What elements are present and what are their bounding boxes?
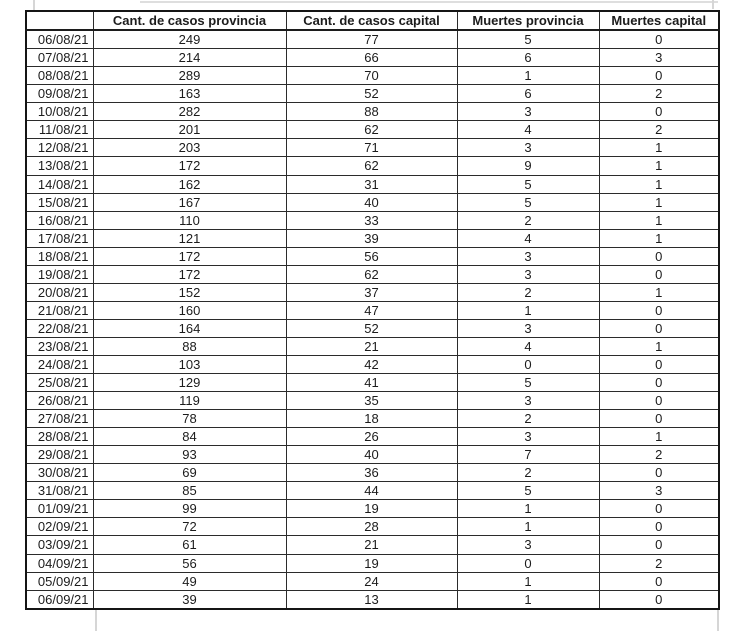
value-cell: 172 <box>93 247 286 265</box>
value-cell: 62 <box>286 157 457 175</box>
value-cell: 70 <box>286 67 457 85</box>
table-row <box>26 572 719 590</box>
value-cell: 40 <box>286 193 457 211</box>
value-cell: 0 <box>599 319 719 337</box>
table-row <box>26 139 719 157</box>
value-cell: 0 <box>599 247 719 265</box>
value-cell: 1 <box>599 229 719 247</box>
table-row <box>26 319 719 337</box>
column-header-casos-provincia: Cant. de casos provincia <box>93 11 286 30</box>
date-cell: 10/08/21 <box>26 103 93 121</box>
value-cell: 3 <box>457 536 599 554</box>
value-cell: 93 <box>93 446 286 464</box>
value-cell: 0 <box>599 30 719 49</box>
value-cell: 39 <box>286 229 457 247</box>
value-cell: 0 <box>599 536 719 554</box>
table-row <box>26 175 719 193</box>
table-row <box>26 67 719 85</box>
date-cell: 08/08/21 <box>26 67 93 85</box>
table-row <box>26 229 719 247</box>
value-cell: 28 <box>286 518 457 536</box>
value-cell: 4 <box>457 121 599 139</box>
value-cell: 0 <box>599 265 719 283</box>
value-cell: 49 <box>93 572 286 590</box>
value-cell: 1 <box>457 500 599 518</box>
value-cell: 5 <box>457 30 599 49</box>
date-cell: 02/09/21 <box>26 518 93 536</box>
value-cell: 163 <box>93 85 286 103</box>
value-cell: 1 <box>599 139 719 157</box>
value-cell: 0 <box>599 355 719 373</box>
value-cell: 2 <box>599 85 719 103</box>
value-cell: 0 <box>599 67 719 85</box>
header-row <box>26 11 719 30</box>
date-cell: 29/08/21 <box>26 446 93 464</box>
table-row <box>26 590 719 609</box>
value-cell: 203 <box>93 139 286 157</box>
value-cell: 1 <box>457 590 599 609</box>
value-cell: 62 <box>286 121 457 139</box>
value-cell: 1 <box>599 428 719 446</box>
value-cell: 201 <box>93 121 286 139</box>
value-cell: 13 <box>286 590 457 609</box>
value-cell: 160 <box>93 301 286 319</box>
table-row <box>26 428 719 446</box>
table-row <box>26 554 719 572</box>
value-cell: 103 <box>93 355 286 373</box>
date-cell: 12/08/21 <box>26 139 93 157</box>
value-cell: 282 <box>93 103 286 121</box>
value-cell: 19 <box>286 554 457 572</box>
table-row <box>26 464 719 482</box>
value-cell: 36 <box>286 464 457 482</box>
value-cell: 1 <box>599 175 719 193</box>
date-cell: 25/08/21 <box>26 374 93 392</box>
gridline-artifact-top-left <box>33 0 35 10</box>
value-cell: 2 <box>457 410 599 428</box>
value-cell: 119 <box>93 392 286 410</box>
value-cell: 21 <box>286 337 457 355</box>
date-cell: 06/08/21 <box>26 30 93 49</box>
date-cell: 13/08/21 <box>26 157 93 175</box>
column-header-muertes-capital: Muertes capital <box>599 11 719 30</box>
value-cell: 0 <box>599 374 719 392</box>
date-cell: 05/09/21 <box>26 572 93 590</box>
table-row <box>26 85 719 103</box>
value-cell: 6 <box>457 49 599 67</box>
value-cell: 88 <box>93 337 286 355</box>
date-cell: 18/08/21 <box>26 247 93 265</box>
value-cell: 172 <box>93 265 286 283</box>
date-cell: 16/08/21 <box>26 211 93 229</box>
value-cell: 24 <box>286 572 457 590</box>
value-cell: 6 <box>457 85 599 103</box>
value-cell: 162 <box>93 175 286 193</box>
value-cell: 7 <box>457 446 599 464</box>
value-cell: 37 <box>286 283 457 301</box>
value-cell: 0 <box>599 301 719 319</box>
table-row <box>26 283 719 301</box>
value-cell: 77 <box>286 30 457 49</box>
table-row <box>26 193 719 211</box>
value-cell: 56 <box>93 554 286 572</box>
value-cell: 21 <box>286 536 457 554</box>
table-row <box>26 392 719 410</box>
table-row <box>26 482 719 500</box>
value-cell: 1 <box>457 301 599 319</box>
value-cell: 3 <box>599 482 719 500</box>
covid-cases-table <box>25 10 720 610</box>
table-row <box>26 157 719 175</box>
value-cell: 0 <box>599 518 719 536</box>
date-cell: 17/08/21 <box>26 229 93 247</box>
value-cell: 5 <box>457 374 599 392</box>
gridline-artifact-bottom-left <box>95 610 97 631</box>
table-row <box>26 301 719 319</box>
table-row <box>26 121 719 139</box>
value-cell: 52 <box>286 85 457 103</box>
value-cell: 33 <box>286 211 457 229</box>
value-cell: 44 <box>286 482 457 500</box>
value-cell: 62 <box>286 265 457 283</box>
date-cell: 11/08/21 <box>26 121 93 139</box>
value-cell: 0 <box>599 590 719 609</box>
column-header-casos-capital: Cant. de casos capital <box>286 11 457 30</box>
value-cell: 3 <box>457 139 599 157</box>
gridline-artifact-top <box>140 1 718 3</box>
value-cell: 1 <box>457 572 599 590</box>
value-cell: 2 <box>599 121 719 139</box>
value-cell: 3 <box>457 265 599 283</box>
table-header <box>26 11 719 30</box>
value-cell: 2 <box>457 464 599 482</box>
value-cell: 88 <box>286 103 457 121</box>
value-cell: 2 <box>599 554 719 572</box>
date-cell: 31/08/21 <box>26 482 93 500</box>
value-cell: 152 <box>93 283 286 301</box>
value-cell: 18 <box>286 410 457 428</box>
date-cell: 26/08/21 <box>26 392 93 410</box>
value-cell: 66 <box>286 49 457 67</box>
value-cell: 214 <box>93 49 286 67</box>
table-row <box>26 446 719 464</box>
value-cell: 0 <box>599 500 719 518</box>
value-cell: 78 <box>93 410 286 428</box>
value-cell: 0 <box>599 392 719 410</box>
date-cell: 27/08/21 <box>26 410 93 428</box>
table-row <box>26 30 719 49</box>
value-cell: 121 <box>93 229 286 247</box>
table-row <box>26 374 719 392</box>
value-cell: 71 <box>286 139 457 157</box>
value-cell: 5 <box>457 482 599 500</box>
date-cell: 20/08/21 <box>26 283 93 301</box>
date-cell: 14/08/21 <box>26 175 93 193</box>
corner-header-cell <box>26 11 93 30</box>
value-cell: 41 <box>286 374 457 392</box>
value-cell: 31 <box>286 175 457 193</box>
value-cell: 39 <box>93 590 286 609</box>
value-cell: 5 <box>457 175 599 193</box>
table-row <box>26 103 719 121</box>
value-cell: 3 <box>457 319 599 337</box>
value-cell: 3 <box>599 49 719 67</box>
date-cell: 22/08/21 <box>26 319 93 337</box>
date-cell: 15/08/21 <box>26 193 93 211</box>
value-cell: 61 <box>93 536 286 554</box>
value-cell: 1 <box>457 67 599 85</box>
value-cell: 0 <box>457 355 599 373</box>
value-cell: 2 <box>599 446 719 464</box>
value-cell: 52 <box>286 319 457 337</box>
value-cell: 1 <box>599 193 719 211</box>
value-cell: 1 <box>599 283 719 301</box>
value-cell: 1 <box>599 337 719 355</box>
date-cell: 03/09/21 <box>26 536 93 554</box>
table-row <box>26 337 719 355</box>
table-row <box>26 355 719 373</box>
value-cell: 1 <box>599 157 719 175</box>
column-header-muertes-provincia: Muertes provincia <box>457 11 599 30</box>
value-cell: 2 <box>457 211 599 229</box>
value-cell: 289 <box>93 67 286 85</box>
value-cell: 19 <box>286 500 457 518</box>
value-cell: 1 <box>599 211 719 229</box>
table-row <box>26 500 719 518</box>
date-cell: 06/09/21 <box>26 590 93 609</box>
date-cell: 23/08/21 <box>26 337 93 355</box>
date-cell: 19/08/21 <box>26 265 93 283</box>
table-row <box>26 518 719 536</box>
gridline-artifact-bottom-right <box>717 610 719 631</box>
table-row <box>26 247 719 265</box>
value-cell: 69 <box>93 464 286 482</box>
value-cell: 84 <box>93 428 286 446</box>
table-row <box>26 49 719 67</box>
date-cell: 07/08/21 <box>26 49 93 67</box>
gridline-artifact-top-right <box>712 0 714 9</box>
value-cell: 9 <box>457 157 599 175</box>
date-cell: 21/08/21 <box>26 301 93 319</box>
value-cell: 172 <box>93 157 286 175</box>
value-cell: 3 <box>457 103 599 121</box>
value-cell: 42 <box>286 355 457 373</box>
value-cell: 0 <box>599 410 719 428</box>
value-cell: 35 <box>286 392 457 410</box>
value-cell: 249 <box>93 30 286 49</box>
value-cell: 3 <box>457 428 599 446</box>
value-cell: 3 <box>457 247 599 265</box>
date-cell: 09/08/21 <box>26 85 93 103</box>
value-cell: 56 <box>286 247 457 265</box>
value-cell: 4 <box>457 229 599 247</box>
table-body <box>26 30 719 609</box>
value-cell: 129 <box>93 374 286 392</box>
value-cell: 47 <box>286 301 457 319</box>
value-cell: 72 <box>93 518 286 536</box>
date-cell: 01/09/21 <box>26 500 93 518</box>
value-cell: 5 <box>457 193 599 211</box>
table-row <box>26 536 719 554</box>
value-cell: 4 <box>457 337 599 355</box>
date-cell: 30/08/21 <box>26 464 93 482</box>
date-cell: 24/08/21 <box>26 355 93 373</box>
value-cell: 26 <box>286 428 457 446</box>
value-cell: 2 <box>457 283 599 301</box>
table-row <box>26 211 719 229</box>
value-cell: 1 <box>457 518 599 536</box>
value-cell: 167 <box>93 193 286 211</box>
date-cell: 28/08/21 <box>26 428 93 446</box>
table-row <box>26 265 719 283</box>
value-cell: 0 <box>599 572 719 590</box>
value-cell: 0 <box>599 103 719 121</box>
value-cell: 85 <box>93 482 286 500</box>
value-cell: 110 <box>93 211 286 229</box>
value-cell: 40 <box>286 446 457 464</box>
value-cell: 164 <box>93 319 286 337</box>
value-cell: 0 <box>457 554 599 572</box>
value-cell: 99 <box>93 500 286 518</box>
date-cell: 04/09/21 <box>26 554 93 572</box>
value-cell: 0 <box>599 464 719 482</box>
table-row <box>26 410 719 428</box>
value-cell: 3 <box>457 392 599 410</box>
